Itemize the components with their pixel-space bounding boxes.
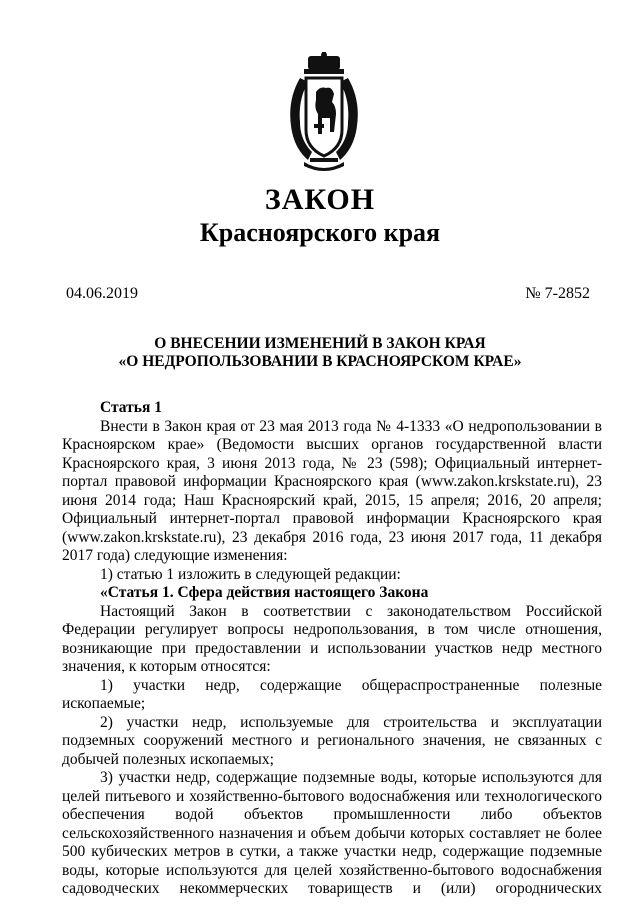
paragraph-item-1: 1) статью 1 изложить в следующей редакции: xyxy=(100,565,401,583)
paragraph-amendment: Внести в Закон края от 23 мая 2013 года № 4-1333 «О недропользовании в Красноярском крае» (Ведомости высших органов государственной власти Красноярского края, 3 июня 2013 года, № 23 (598); Официальный интернет-портал правовой информации Красноярского края (www.zakon.krskstate.ru), 23 июня 2014 года; Наш Красноярский край, 2015, 15 апреля; 2016, 20 апреля; Официальный интернет-портал правовой информации Красноярского края (www.zakon.krskstate.ru), 23 декабря 2016 года, 23 июня 2017 года, 11 декабря 2017 года) следующие изменения: xyxy=(62,417,602,564)
document-number: № 7-2852 xyxy=(525,285,590,302)
article-1-title: «Статья 1. Сфера действия настоящего Закона xyxy=(100,584,429,601)
law-heading-line-2: «О НЕДРОПОЛЬЗОВАНИИ В КРАСНОЯРСКОМ КРАЕ» xyxy=(118,353,522,370)
document-title: ЗАКОН xyxy=(264,183,376,216)
law-heading-line-1: О ВНЕСЕНИИ ИЗМЕНЕНИЙ В ЗАКОН КРАЯ xyxy=(154,335,486,352)
list-item-2: 2) участки недр, используемые для строительства и эксплуатации подземных сооружений местного и регионального значения, не связанных с добычей полезных ископаемых; xyxy=(62,713,602,768)
document-date: 04.06.2019 xyxy=(66,285,138,302)
document-body xyxy=(62,399,602,899)
article-title: Статья 1 xyxy=(100,399,162,416)
list-item-1: 1) участки недр, содержащие общераспространенные полезные ископаемые; xyxy=(62,676,602,712)
paragraph-scope: Настоящий Закон в соответствии с законодательством Российской Федерации регулирует вопросы недропользования, в том числе отношения, возникающие при предоставлении и использовании участков недр местного значения, к которым относятся: xyxy=(62,602,602,675)
coat-of-arms-icon xyxy=(282,52,366,174)
list-item-3: 3) участки недр, содержащие подземные воды, которые используются для целей питьевого и хозяйственно-бытового водоснабжения или технологического обеспечения водой объектов промышленности либо объектов сельскохозяйственного назначения и объем добычи которых составляет не более 500 кубических метров в сутки, а также участки недр, содержащие подземные воды, которые используются для целей хозяйственно-бытового водоснабжения садоводческих некоммерческих товариществ и (или) огороднических xyxy=(62,769,602,897)
document-subtitle: Красноярского края xyxy=(199,218,441,247)
